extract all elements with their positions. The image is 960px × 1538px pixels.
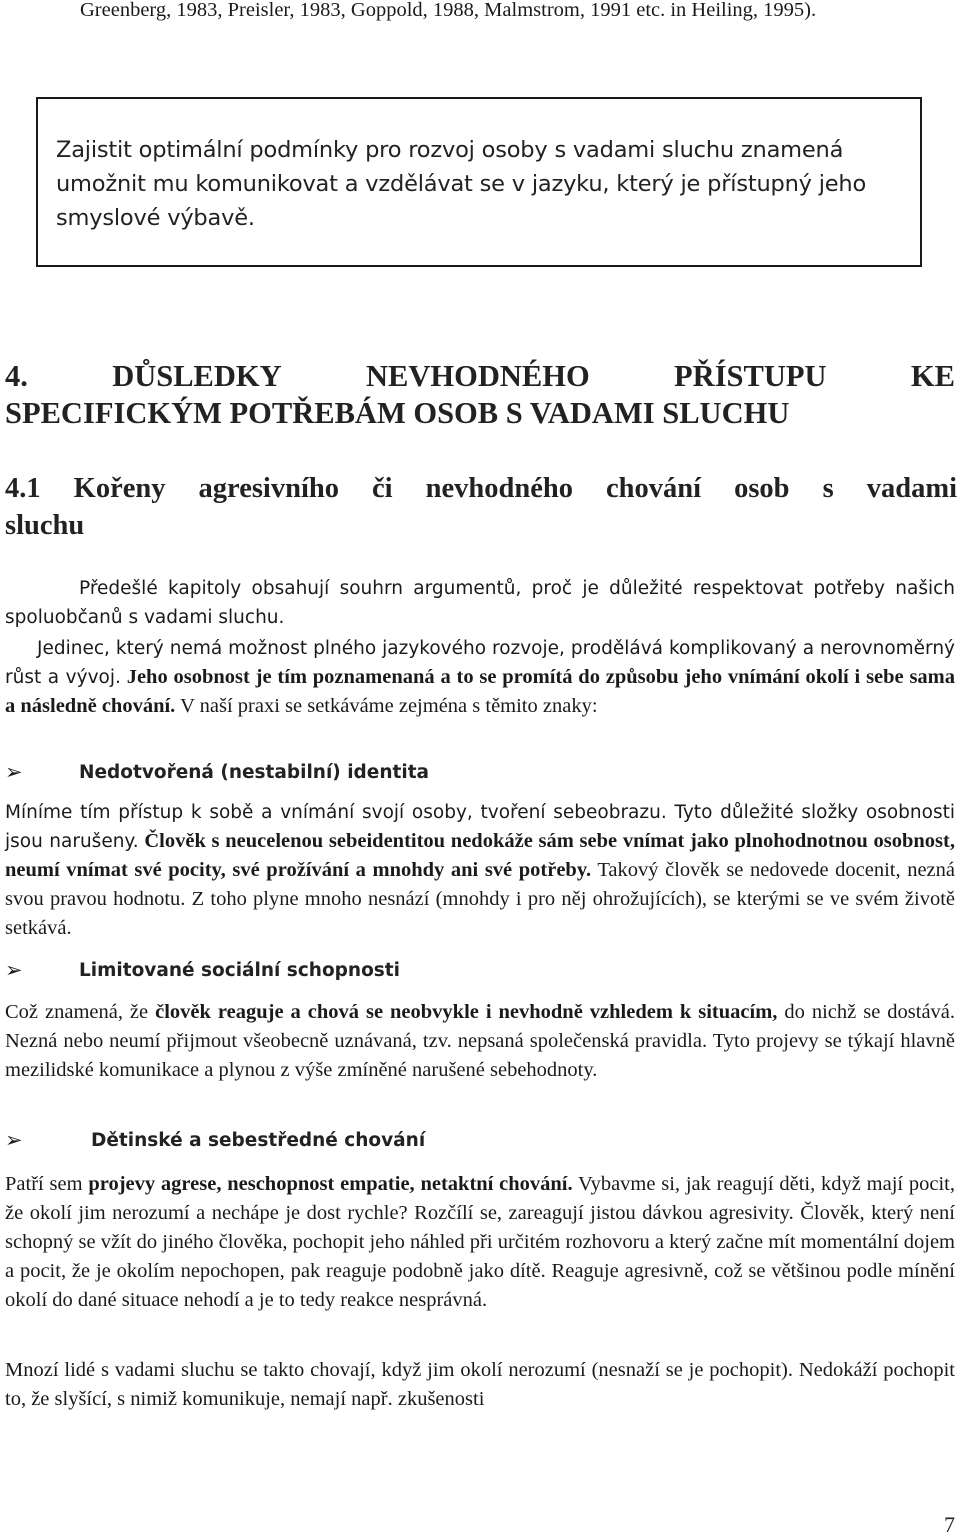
chapter-heading-line2: SPECIFICKÝM POTŘEBÁM OSOB S VADAMI SLUCHU <box>5 396 790 430</box>
item-3-label: Dětinské a sebestředné chování <box>91 1129 426 1151</box>
item-1-paragraph <box>5 798 955 943</box>
item-2-text-a: Což znamená, že <box>5 1001 149 1023</box>
intro-p2-bold: Jeho osobnost je tím poznamenaná a to se promítá do způsobu jeho vnímání okolí i sebe sama a následně chování. <box>5 666 955 717</box>
intro-paragraph-1 <box>5 574 955 632</box>
list-item-2 <box>5 958 400 982</box>
arrow-bullet-icon: ➢ <box>5 1128 23 1152</box>
list-item-3 <box>5 1128 425 1152</box>
intro-paragraph-1-text: Předešlé kapitoly obsahují souhrn argumentů, proč je důležité respektovat potřeby našich spoluobčanů s vadami sluchu. <box>5 578 955 628</box>
closing-paragraph: Mnozí lidé s vadami sluchu se takto chovají, když jim okolí nerozumí (nesnaží se je pochopit). Nedokáží pochopit to, že slyšící, s nimiž komunikuje, nemají např. zkušenosti <box>5 1359 955 1410</box>
item-3-paragraph <box>5 1170 955 1315</box>
list-item-1 <box>5 760 429 784</box>
section-heading-line2: sluchu <box>5 510 85 541</box>
citation-continuation: Greenberg, 1983, Preisler, 1983, Goppold, 1988, Malmstrom, 1991 etc. in Heiling, 1995). <box>80 0 817 21</box>
arrow-bullet-icon: ➢ <box>5 760 23 784</box>
item-1-text-a: Míníme tím přístup k sobě a vnímání svojí osoby, tvoření sebeobrazu. Tyto důležité složky osobnosti jsou narušeny. <box>5 802 955 852</box>
arrow-bullet-icon: ➢ <box>5 958 23 982</box>
item-2-text-b: do nichž se dostává. Nezná nebo neumí přijmout všeobecně uznávaná, tzv. nepsaná společenská pravidla. Tyto projevy se týkají hlavně mezilidské komunikace a plynou z výše zmíněné narušené sebehodnoty. <box>5 1001 956 1081</box>
item-1-bold: Člověk s neucelenou sebeidentitou nedokáže sám sebe vnímat jako plnohodnotnou osobnost, neumí vnímat své pocity, své prožívání a mnohdy ani své potřeby. <box>5 830 955 881</box>
item-2-paragraph <box>5 998 955 1085</box>
intro-paragraph-2 <box>5 634 955 721</box>
section-heading <box>5 470 957 544</box>
item-3-text-a: Patří sem <box>5 1173 83 1195</box>
intro-block <box>5 574 955 721</box>
chapter-heading <box>5 358 955 432</box>
intro-p2-c: V naší praxi se setkáváme zejména s těmito znaky: <box>180 695 598 717</box>
chapter-word-2: NEVHODNÉHO <box>366 359 590 393</box>
item-2-bold: člověk reaguje a chová se neobvykle i nevhodně vzhledem k situacím, <box>155 1001 778 1023</box>
chapter-word-4: KE <box>910 359 955 393</box>
item-1-label: Nedotvořená (nestabilní) identita <box>79 761 430 783</box>
section-heading-line1: 4.1 Kořeny agresivního či nevhodného chování osob s vadami <box>5 473 957 504</box>
item-2-label: Limitované sociální schopnosti <box>79 959 400 981</box>
chapter-word-3: PŘÍSTUPU <box>674 359 827 393</box>
item-3-bold: projevy agrese, neschopnost empatie, netaktní chování. <box>88 1173 573 1195</box>
highlight-box <box>36 97 922 267</box>
highlight-text: Zajistit optimální podmínky pro rozvoj osoby s vadami sluchu znamená umožnit mu komunikovat a vzdělávat se v jazyku, který je přístupný jeho smyslové výbavě. <box>56 137 867 231</box>
chapter-word-1: DŮSLEDKY <box>112 359 282 393</box>
item-3-text-b: Vybavme si, jak reagují děti, když mají pocit, že okolí jim nerozumí a nechápe je dost rychle? Rozčílí se, zareagují jistou dávkou agresivity. Člověk, který není schopný se vžít do jiného člověka, pochopit jeho náhled při určitém rozhovoru a který začne mít momentální dojem a pocit, že je okolím nepochopen, pak reaguje podobně jako dítě. Reaguje agresivně, což se většinou podle mínění okolí do dané situace nehodí a je to tedy reakce nesprávná. <box>5 1173 955 1311</box>
chapter-number: 4. <box>5 359 28 393</box>
page-number: 7 <box>944 1512 955 1537</box>
intro-p2-a: Jedinec, který nemá možnost plného jazykového rozvoje, prodělává komplikovaný a nerovnoměrný růst a vývoj. <box>5 638 955 688</box>
item-1-text-b: Takový člověk se nedovede docenit, nezná svou pravou hodnotu. Z toho plyne mnoho nesnází (mnohdy i pro něj ohrožujících), se kterými se ve svém životě setkává. <box>5 859 955 939</box>
